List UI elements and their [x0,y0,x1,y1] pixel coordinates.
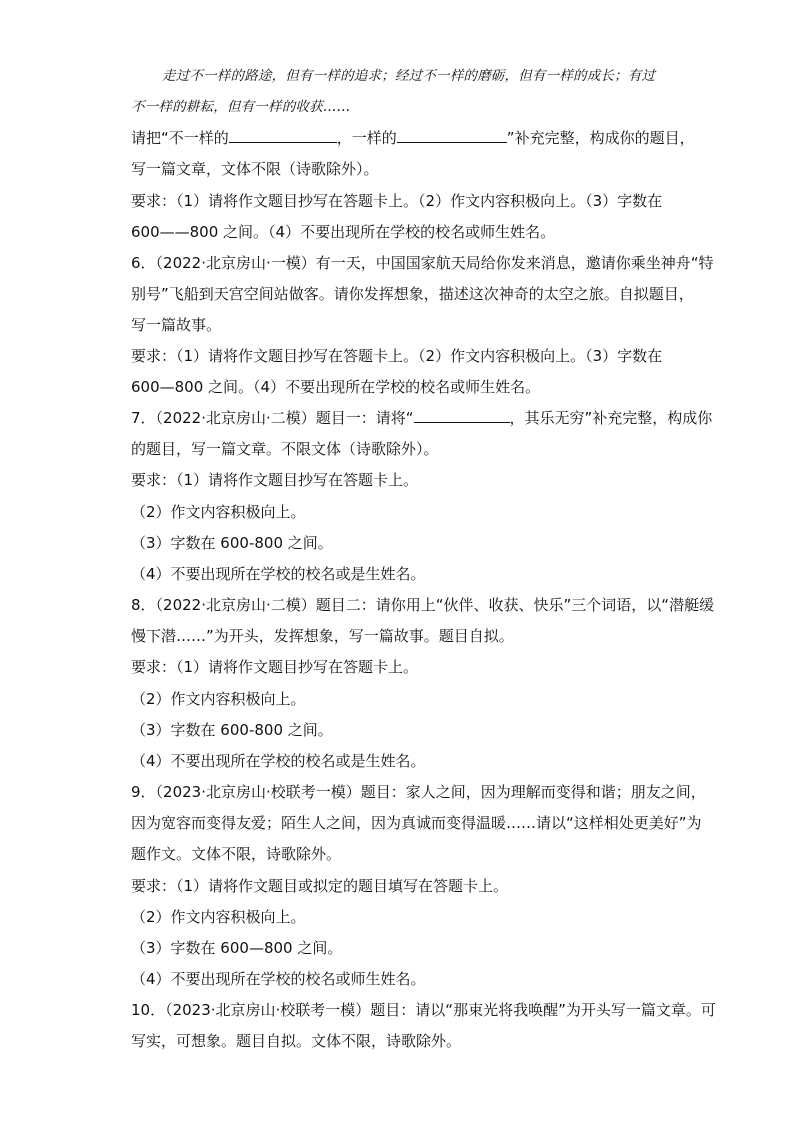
q8-line-1: 8．（2022·北京房山·二模）题目二：请你用上“伙伴、收获、快乐”三个词语，以“潜艇缓 [131,596,715,614]
q10-line-1: 10．（2023·北京房山·校联考一模）题目：请以“那束光将我唤醒”为开头写一篇文章。可 [131,1001,716,1019]
q7-requirement-3: （3）字数在 600-800 之间。 [131,534,333,552]
q5-text-b: ，一样的 [336,129,397,147]
quote-line-2: 不一样的耕耘，但有一样的收获…… [131,99,351,115]
q7-requirement-2: （2）作文内容积极向上。 [131,503,306,521]
q6-line-1: 6．（2022·北京房山·一模）有一天，中国国家航天局给你发来消息，邀请你乘坐神舟“特 [131,254,714,272]
q7-text-b: ，其乐无穷”补充完整，构成你 [509,409,713,427]
q5-prompt-line-2: 写一篇文章，文体不限（诗歌除外）。 [131,160,379,178]
q9-line-1: 9．（2023·北京房山·校联考一模）题目：家人之间，因为理解而变得和谐；朋友之间， [131,783,706,801]
q5-prompt-line-1 [131,128,695,148]
q8-requirement-2: （2）作文内容积极向上。 [131,690,306,708]
q7-line-2: 的题目，写一篇文章。不限文体（诗歌除外）。 [131,440,439,458]
q5-text-a: 请把“不一样的 [131,129,229,147]
q5-requirement-line-2: 600——800 之间。（4）不要出现所在学校的校名或师生姓名。 [131,223,556,241]
q8-line-2: 慢下潜……”为开头，发挥想象，写一篇故事。题目自拟。 [131,627,514,645]
q8-requirement-4: （4）不要出现所在学校的校名或是生姓名。 [131,752,426,770]
fill-blank-2 [397,128,507,143]
q8-requirement-3: （3）字数在 600-800 之间。 [131,721,333,739]
q5-text-c: ”补充完整，构成你的题目， [506,129,695,147]
q6-line-3: 写一篇故事。 [131,316,222,334]
q6-line-2: 别号”飞船到天宫空间站做客。请你发挥想象，描述这次神奇的太空之旅。自拟题目， [131,285,694,303]
q9-line-3: 题作文。文体不限，诗歌除外。 [131,845,342,863]
q9-requirement-4: （4）不要出现所在学校的校名或师生姓名。 [131,970,426,988]
q5-requirement-line-1: 要求：（1）请将作文题目抄写在答题卡上。（2）作文内容积极向上。（3）字数在 [131,192,663,210]
q8-requirement-1: 要求：（1）请将作文题目抄写在答题卡上。 [131,658,419,676]
q7-text-a: 7．（2022·北京房山·二模）题目一：请将“ [131,409,414,427]
fill-blank-3 [414,408,510,423]
q7-requirement-4: （4）不要出现所在学校的校名或是生姓名。 [131,565,426,583]
q9-requirement-2: （2）作文内容积极向上。 [131,908,306,926]
fill-blank-1 [229,128,337,143]
q9-requirement-1: 要求：（1）请将作文题目或拟定的题目填写在答题卡上。 [131,877,509,895]
q7-requirement-1: 要求：（1）请将作文题目抄写在答题卡上。 [131,471,419,489]
quote-line-1: 走过不一样的路途，但有一样的追求；经过不一样的磨砺，但有一样的成长；有过 [162,68,656,84]
q9-requirement-3: （3）字数在 600—800 之间。 [131,939,343,957]
q6-requirement-line-2: 600—800 之间。（4）不要出现所在学校的校名或师生姓名。 [131,378,541,396]
q9-line-2: 因为宽容而变得友爱；陌生人之间，因为真诚而变得温暖……请以“这样相处更美好”为 [131,814,702,832]
q6-requirement-line-1: 要求：（1）请将作文题目抄写在答题卡上。（2）作文内容积极向上。（3）字数在 [131,347,663,365]
q7-line-1 [131,408,712,428]
q10-line-2: 写实，可想象。题目自拟。文体不限，诗歌除外。 [131,1032,462,1050]
